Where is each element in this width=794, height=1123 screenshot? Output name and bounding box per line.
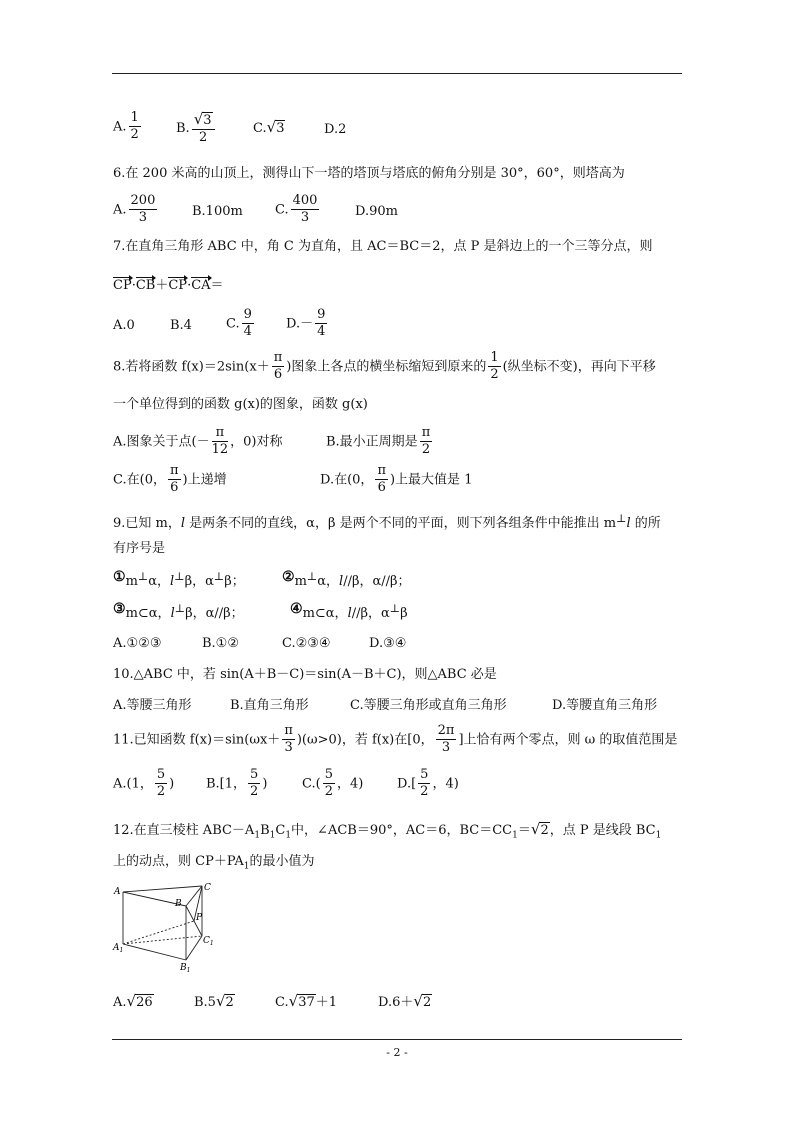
fig-label-b1: $B_1$ [180, 963, 191, 974]
q9-option-d: D.③④ [369, 636, 407, 651]
q7-stem: 7.在直角三角形 ABC 中，角 C 为直角，且 AC＝BC＝2，点 P 是斜边上的一个三等分点，则 [113, 239, 653, 254]
q12-option-d: D.6＋√2 [378, 992, 432, 1010]
q10-option-a: A.等腰三角形 [113, 698, 192, 713]
fig-label-c: C [204, 883, 211, 893]
q7-option-b: B.4 [170, 318, 192, 333]
q10-option-c: C.等腰三角形或直角三角形 [350, 698, 507, 713]
q5-option-c: C.√3 [253, 118, 285, 136]
q7-option-c: C. $\frac{9}{4}$ [226, 307, 252, 340]
q12-option-a: A.√26 [113, 992, 153, 1010]
q6-option-a: A. $\frac{200}{3}$ [113, 193, 156, 226]
fig-label-a1: $A_1$ [113, 943, 124, 954]
q11-option-b: B.[1， $\frac{5}{2}$ ) [206, 767, 268, 800]
prism-figure [110, 880, 220, 975]
header-rule [112, 73, 682, 74]
q6-option-b: B.100m [192, 204, 243, 219]
q6-option-d: D.90m [355, 204, 398, 219]
q8-stem-line2: 一个单位得到的函数 g(x)的图象，函数 g(x) [113, 397, 368, 412]
q12-stem: 12.在直三棱柱 $ABC-A_1B_1C_1$中，∠ACB＝90°，AC＝6，$BC=CC_1=√2$，点 P 是线段 $BC_1$ [113, 820, 662, 841]
q12-stem-line2: 上的动点，则 $CP+PA_1$的最小值为 [113, 854, 315, 872]
footer-rule [112, 1039, 682, 1040]
q10-option-d: D.等腰直角三角形 [552, 698, 658, 713]
q6-stem: 6.在 200 米高的山顶上，测得山下一塔的塔顶与塔底的俯角分别是 30°，60°，则塔高为 [113, 166, 625, 181]
q12-option-c: C.√37＋1 [275, 992, 338, 1010]
q9-option-b: B.①② [202, 636, 239, 651]
q6-option-c: C. $\frac{400}{3}$ [275, 193, 318, 226]
q9-condition-2: ②m⊥α，l//β，α//β； [282, 569, 411, 589]
q10-stem: 10.△ABC 中，若 sin(A＋B－C)＝sin(A－B＋C)，则△ABC 必是 [113, 667, 497, 682]
q8-option-b: B.最小正周期是 $\frac{\pi}{2}$ [326, 425, 431, 458]
fig-label-p: P [196, 913, 203, 923]
q9-condition-4: ④m⊂α，l//β，α⊥β [290, 601, 408, 621]
q10-option-b: B.直角三角形 [230, 698, 309, 713]
q9-condition-1: ①m⊥α，l⊥β，α⊥β； [113, 569, 245, 589]
q12-option-b: B.5√2 [194, 992, 234, 1010]
q11-option-d: D.[ $\frac{5}{2}$ ，4) [397, 767, 459, 800]
fig-label-b: B [175, 899, 182, 909]
q8-option-d: D.在(0， $\frac{\pi}{6}$ )上最大值是 1 [320, 463, 473, 496]
q9-condition-3: ③m⊂α，l⊥β，α//β； [113, 601, 244, 621]
q7-vector-expression: CP·CB＋CP·CA＝ [113, 278, 224, 293]
q7-option-a: A.0 [113, 318, 135, 333]
q11-option-a: A.(1， $\frac{5}{2}$ ) [113, 767, 175, 800]
q9-option-c: C.②③④ [282, 636, 331, 651]
q9-option-a: A.①②③ [113, 636, 162, 651]
q9-stem: 9.已知 m，l 是两条不同的直线，α，β 是两个不同的平面，则下列各组条件中能推出 m⊥l 的所 [113, 512, 661, 531]
fig-label-c1: $C_1$ [203, 936, 214, 947]
q8-stem: 8.若将函数 f(x)＝2sin(x＋ $\frac{\pi}{6}$ )图象上各点的横坐标缩短到原来的 $\frac{1}{2}$ (纵坐标不变)，再向下平移 [113, 350, 656, 383]
q5-option-b: B. $\frac{√3}{2}$ [176, 110, 217, 147]
q8-option-a: A.图象关于点(－ $\frac{\pi}{12}$ ，0)对称 [113, 425, 283, 458]
q11-option-c: C.( $\frac{5}{2}$ ，4) [302, 767, 364, 800]
q5-option-a: A. $\frac{1}{2}$ [113, 110, 139, 143]
q11-stem: 11.已知函数 f(x)＝sin(ωx＋ $\frac{\pi}{3}$ )(ω>0)，若 f(x)在[0， $\frac{2\pi}{3}$ ]上恰有两个零点，则 ω 的取值范围是 [113, 723, 678, 756]
fig-label-a: A [114, 887, 121, 897]
q5-option-d: D.2 [324, 122, 347, 137]
q7-option-d: D.－ $\frac{9}{4}$ [286, 307, 326, 340]
q8-option-c: C.在(0， $\frac{\pi}{6}$ )上递增 [113, 463, 227, 496]
q9-stem-line2: 有序号是 [113, 541, 166, 556]
page-number: - 2 - [386, 1046, 408, 1059]
